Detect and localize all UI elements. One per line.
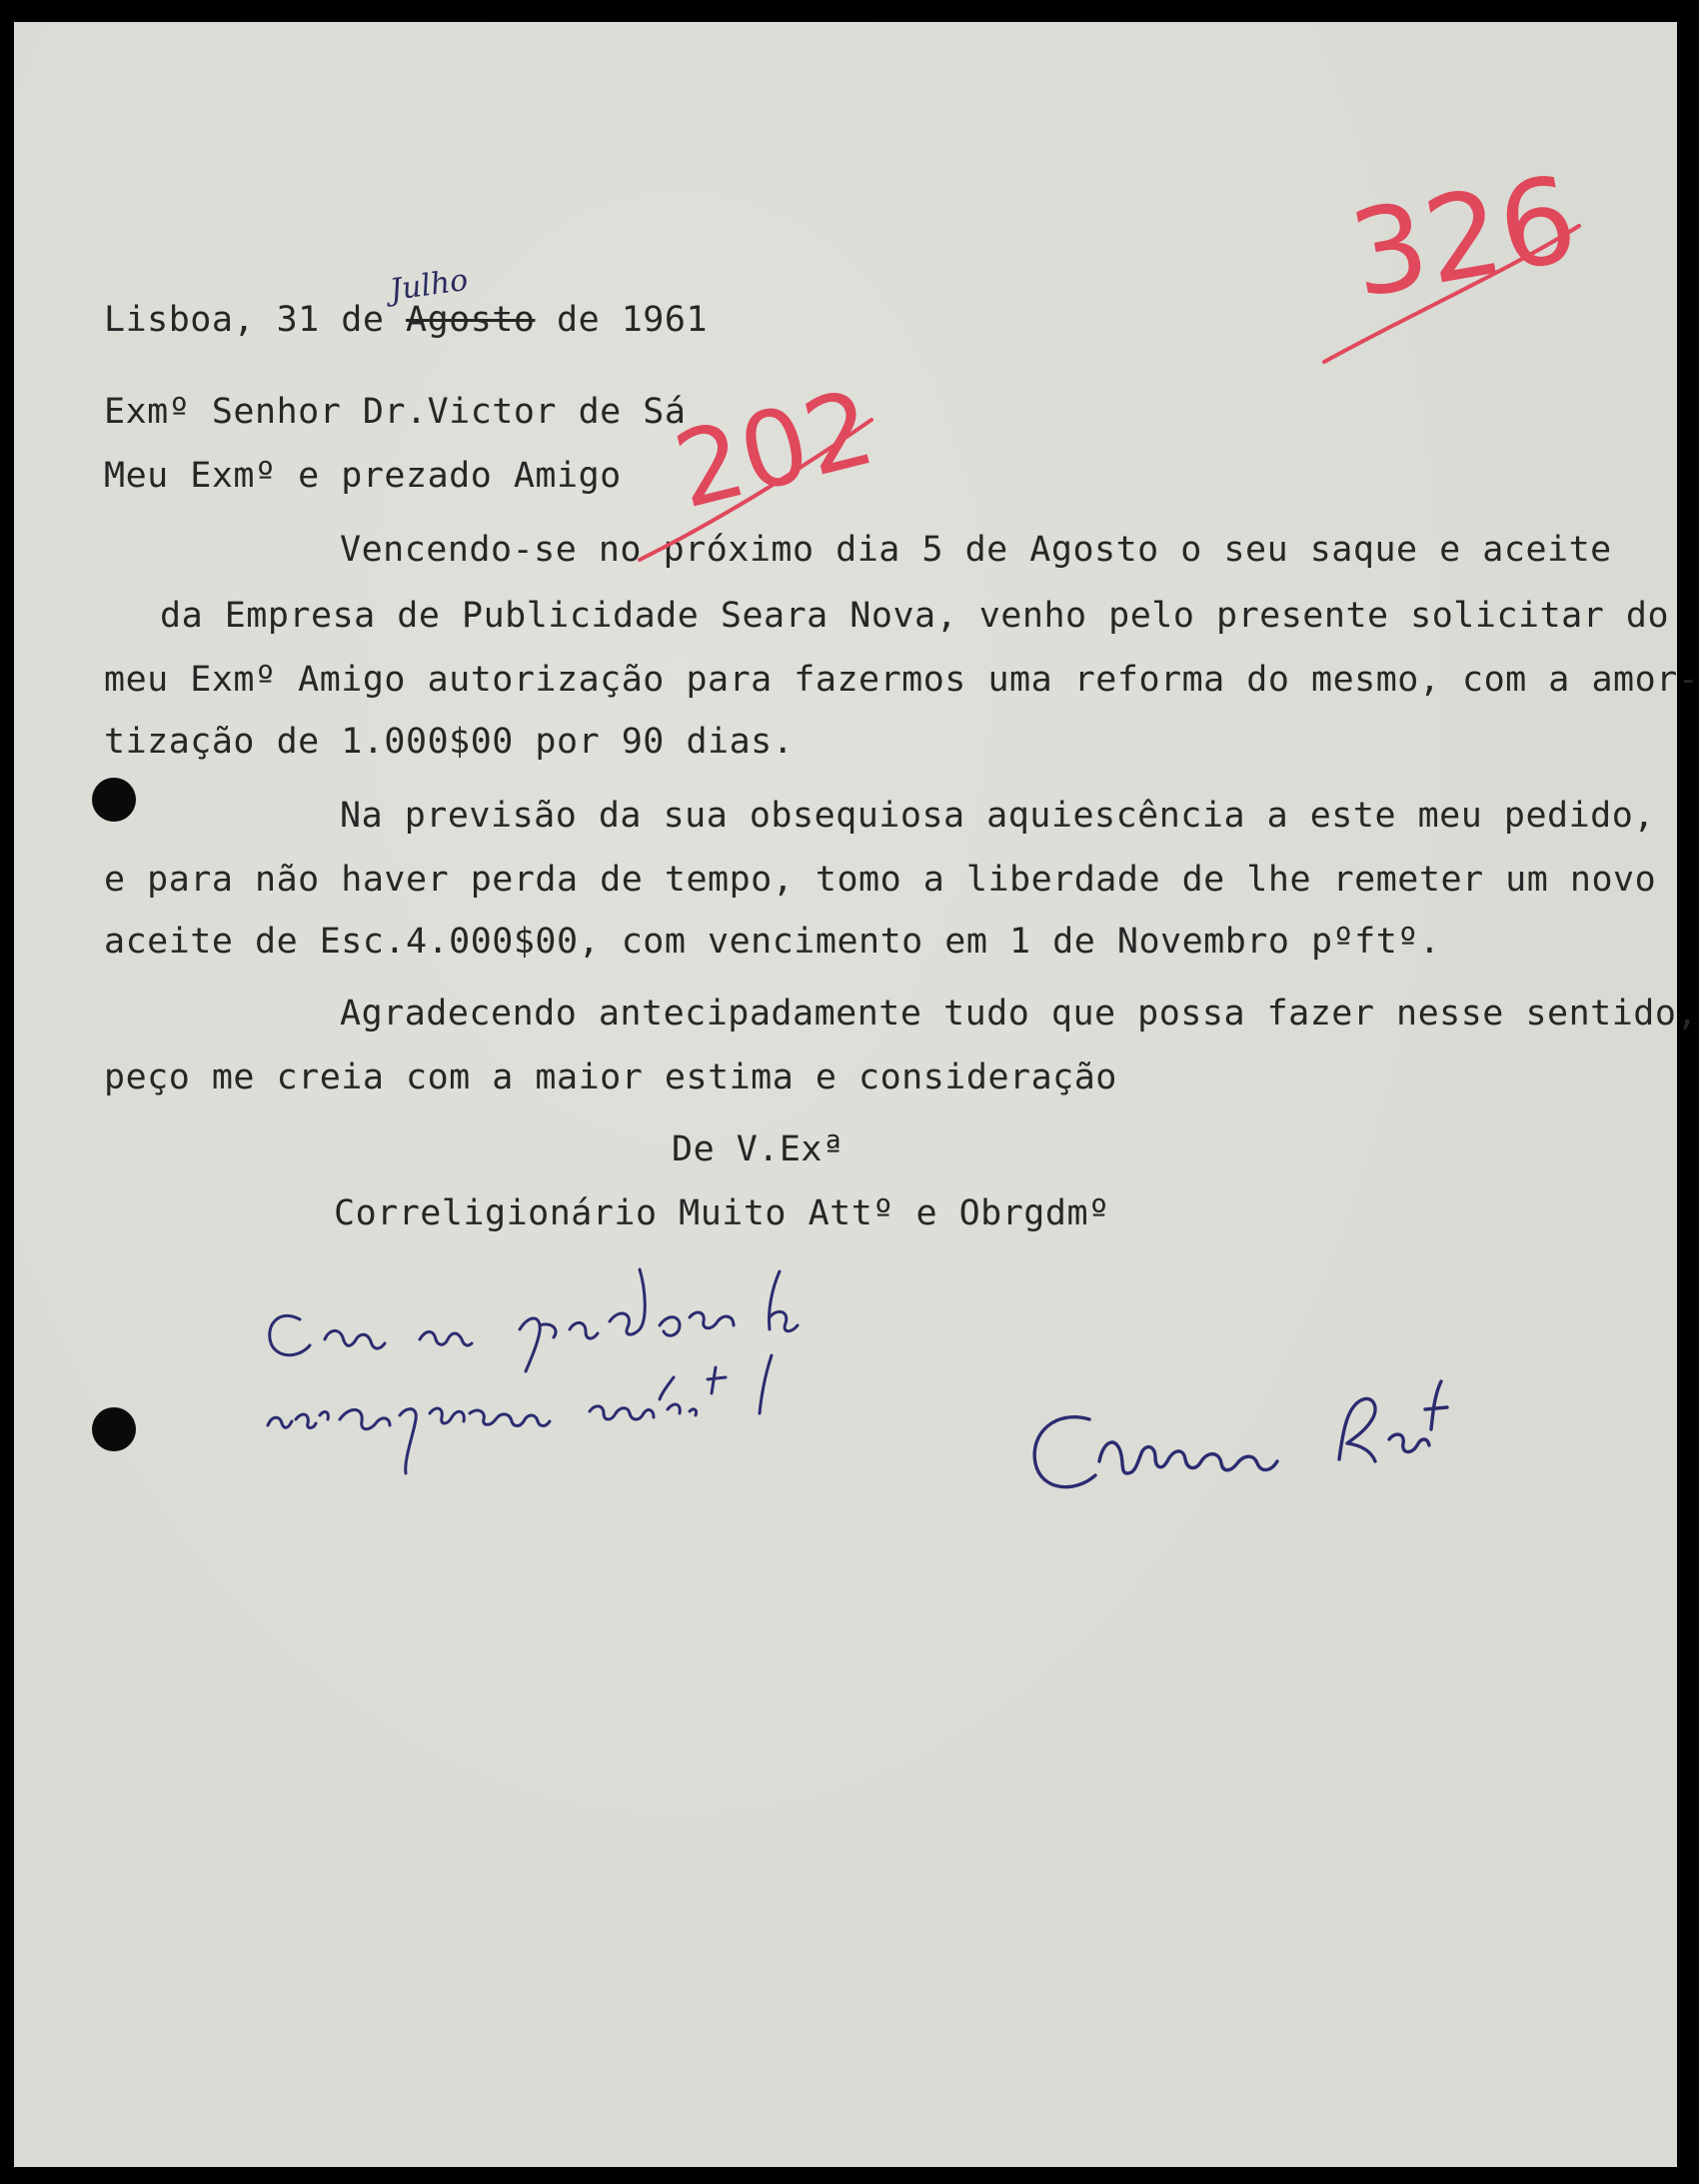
closing-line: De V.Exª [672,1129,845,1169]
paragraph-2-line: e para não haver perda de tempo, tomo a liberdade de lhe remeter um novo [104,860,1657,900]
red-number-202 [640,366,885,560]
paragraph-2-line: aceite de Esc.4.000$00, com vencimento em 1 de Novembro pºftº. [104,922,1441,962]
paragraph-3-line: peço me creia com a maior estima e consideração [104,1058,1117,1097]
red-number-326 [1324,149,1586,362]
struck-month: Agosto [406,300,536,340]
recipient-line: Exmº Senhor Dr.Victor de Sá [104,392,687,432]
paragraph-1-line: Vencendo-se no próximo dia 5 de Agosto o seu saque e aceite [340,530,1612,570]
date-suffix: de 1961 [535,300,709,340]
paragraph-1-line: meu Exmº Amigo autorização para fazermos uma reforma do mesmo, com a amor- [104,660,1699,700]
paragraph-2-line: Na previsão da sua obsequiosa aquiescência a este meu pedido, [340,796,1655,836]
paragraph-1-line: da Empresa de Publicidade Seara Nova, venho pelo presente solicitar do [160,596,1670,636]
handwritten-note [268,1269,798,1473]
red-number-202-text: 202 [663,366,885,533]
signature [1034,1381,1447,1487]
paragraph-1-line: tização de 1.000$00 por 90 dias. [104,722,795,762]
salutation-line: Meu Exmº e prezado Amigo [104,456,622,496]
closing-line: Correligionário Muito Attº e Obrgdmº [334,1193,1110,1233]
paragraph-3-line: Agradecendo antecipadamente tudo que possa fazer nesse sentido, [340,994,1699,1034]
handwritten-month: Julho [387,262,471,309]
date-prefix: Lisboa, 31 de [104,300,407,340]
red-number-326-text: 326 [1340,149,1587,325]
